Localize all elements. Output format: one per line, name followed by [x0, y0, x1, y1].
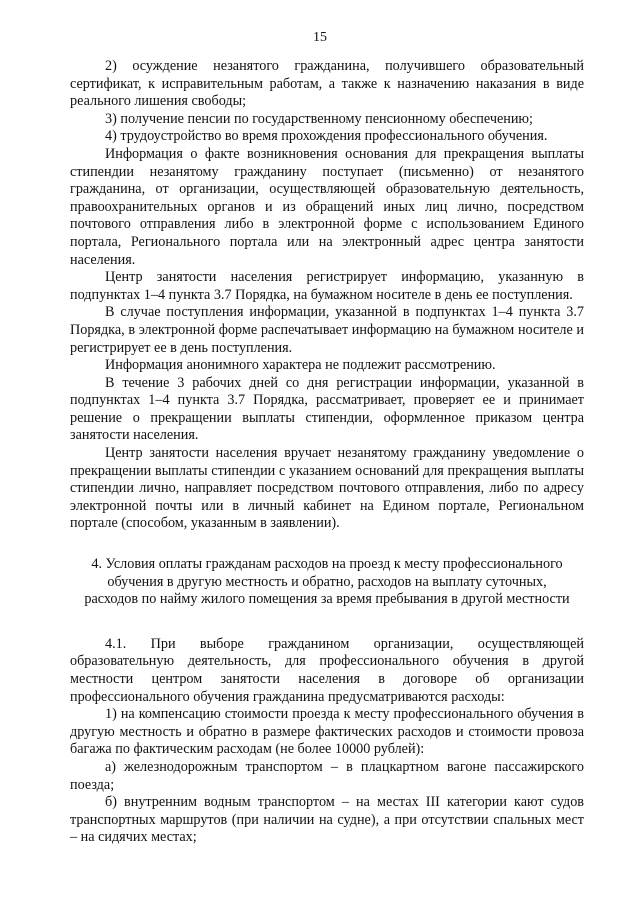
page-number: 15: [313, 30, 327, 45]
paragraph-notification: Центр занятости населения вручает незанятому гражданину уведомление о прекращении выплаты стипендии с указанием оснований для прекращения выплаты стипендии лично, направляет посредством почтового отправления, либо по адресу электронной почты или в личный кабинет на Едином портале, Региональном портале (способом, указанным в заявлении).: [70, 445, 584, 532]
paragraph-information-sources: Информация о факте возникновения основания для прекращения выплаты стипендии незанятому гражданину поступает (письменно) от незанятого гражданина, от организации, осуществляющей образовательную деятельность, правоохранительных органов и из обращений иных лиц лично, посредством почтового отправления либо в электронной форме с использованием Единого портала, Регионального портала или на электронный адрес центра занятости населения.: [70, 145, 584, 268]
section-heading: [70, 556, 584, 609]
paragraph-item-4: 4) трудоустройство во время прохождения профессионального обучения.: [105, 128, 548, 145]
paragraph-4-1: 4.1. При выборе гражданином организации, осуществляющей образовательную деятельность, для профессионального обучения в другой местности центром занятости населения в договоре об организации профессионального обучения гражданина предусматриваются расходы:: [70, 635, 584, 705]
paragraph-decision: В течение 3 рабочих дней со дня регистрации информации, указанной в подпунктах 1–4 пункта 3.7 Порядка, рассматривает, проверяет ее и принимает решение о прекращении выплаты стипендии, оформленное приказом центра занятости населения.: [70, 374, 584, 444]
section-heading-line: 4. Условия оплаты гражданам расходов на проезд к месту профессионального: [91, 556, 563, 573]
paragraph-electronic-form: В случае поступления информации, указанной в подпунктах 1–4 пункта 3.7 Порядка, в электронной форме распечатывает информацию на бумажном носителе и регистрирует ее в день поступления.: [70, 304, 584, 356]
paragraph-travel-compensation: 1) на компенсацию стоимости проезда к месту профессионального обучения в другую местность и обратно в размере фактических расходов и стоимости провоза багажа по фактическим расходам (не более 10000 рублей):: [70, 706, 584, 758]
section-heading-line: обучения в другую местность и обратно, расходов на выплату суточных,: [107, 573, 547, 590]
paragraph-anonymous: Информация анонимного характера не подлежит рассмотрению.: [105, 357, 496, 374]
document-body: [70, 58, 584, 847]
paragraph-railway: а) железнодорожным транспортом – в плацкартном вагоне пассажирского поезда;: [70, 758, 584, 793]
paragraph-item-2: 2) осуждение незанятого гражданина, получившего образовательный сертификат, к исправительным работам, а также к назначению наказания в виде реального лишения свободы;: [70, 58, 584, 110]
paragraph-registration: Центр занятости населения регистрирует информацию, указанную в подпунктах 1–4 пункта 3.7 Порядка, на бумажном носителе в день ее поступления.: [70, 269, 584, 303]
paragraph-item-3: 3) получение пенсии по государственному пенсионному обеспечению;: [105, 110, 533, 127]
section-heading-line: расходов по найму жилого помещения за время пребывания в другой местности: [84, 591, 570, 608]
paragraph-water-transport: б) внутренним водным транспортом – на местах III категории кают судов транспортных маршрутов (при наличии на судне), а при отсутствии спальных мест – на сидячих местах;: [70, 794, 584, 846]
